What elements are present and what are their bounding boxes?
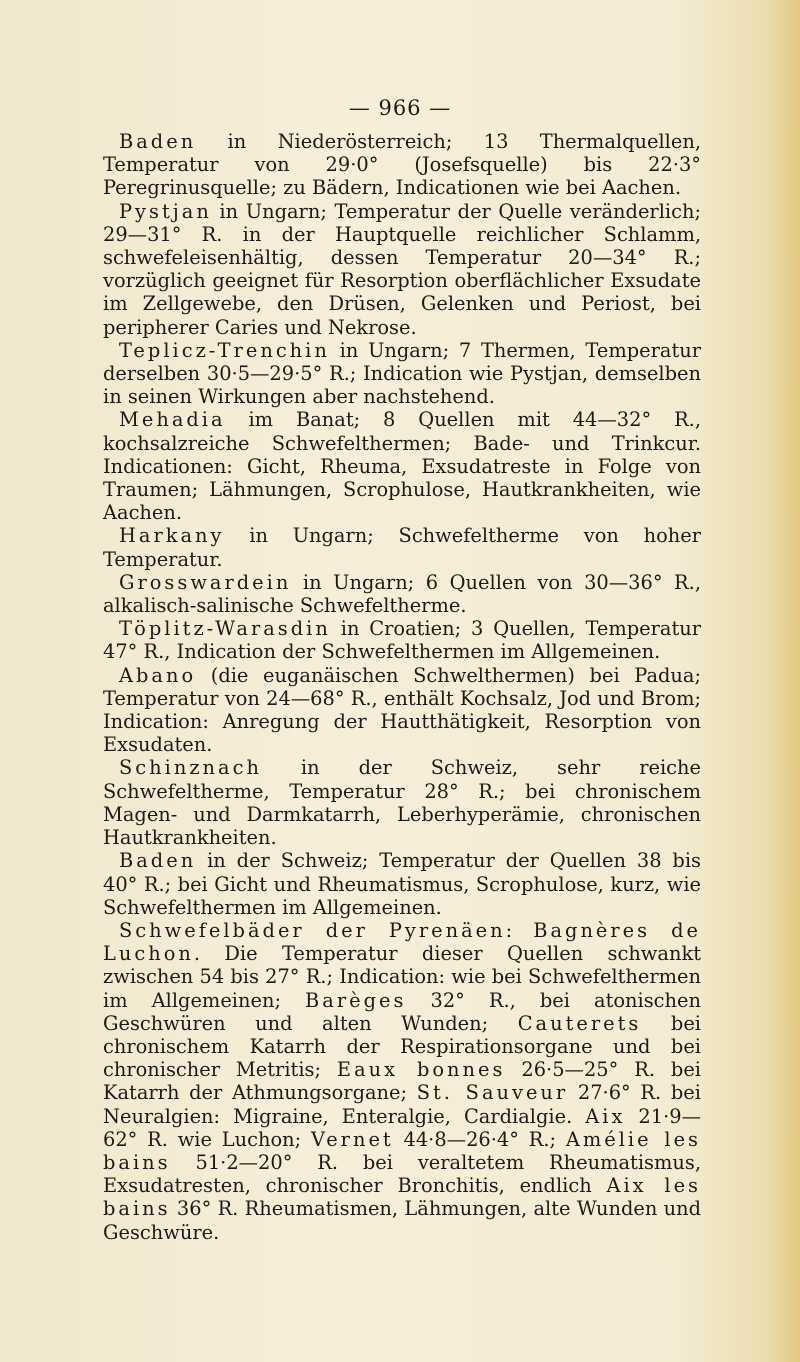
entry-text: in der Schweiz; Temperatur der Quellen 38 bis 40° R.; bei Gicht und Rheumatismus, Scrophulose, kurz, wie Schwefelthermen im Allgemeinen. (103, 849, 701, 919)
entry-text: in Ungarn; 7 Thermen, Temperatur derselben 30·5—29·5° R.; Indication wie Pystjan, demselben in seinen Wirkungen aber nachstehend. (103, 338, 701, 409)
entry-abano (103, 664, 701, 757)
spa-name: Abano (119, 663, 197, 687)
entry-text: in Ungarn; Schwefeltherme von hoher Temperatur. (103, 524, 701, 571)
entry-text: 32° R., bei atonischen Geschwüren und alten Wunden; (103, 988, 701, 1035)
entry-text: in der Schweiz, sehr reiche Schwefeltherme, Temperatur 28° R.; bei chronischem Magen- und Darmkatarrh, Leberhyperämie, chronischen Hautkrankheiten. (103, 756, 701, 850)
entry-text: bei chronischem Katarrh der Respirationsorgane und bei chronischer Metritis; (103, 1011, 701, 1082)
entry-text: 36° R. Rheumatismen, Lähmungen, alte Wunden und Geschwüre. (103, 1197, 701, 1244)
entry-text: 26·5—25° R. bei Katarrh der Athmungsorgane; (103, 1058, 701, 1105)
spa-name: Amélie les bains (103, 1127, 701, 1174)
entry-text: 27·6° R. bei Neuralgien: Migraine, Enteralgie, Cardialgie. (103, 1081, 701, 1128)
entry-text: in Ungarn; 6 Quellen von 30—36° R., alkalisch-salinische Schwefeltherme. (103, 570, 701, 618)
entry-baden-schweiz (103, 849, 701, 919)
spa-name: Cauterets (517, 1011, 642, 1035)
spa-name: Pystjan (119, 199, 212, 223)
section-heading: Schwefelbäder der Pyrenäen: (119, 918, 516, 942)
spa-name: Aix (585, 1104, 626, 1128)
spa-name: Barèges (305, 988, 407, 1012)
spa-name: Aix les bains (103, 1174, 702, 1221)
entry-text: in Croatien; 3 Quellen, Temperatur 47° R., Indication der Schwefelthermen im Allgemeinen. (103, 617, 701, 664)
page-number: — 966 — (348, 96, 452, 120)
spa-name: Töplitz-Warasdin (119, 617, 331, 641)
entry-grosswardein (103, 571, 701, 617)
entry-text: 21·9—62° R. wie Luchon; (103, 1104, 701, 1151)
entry-text: . Die Temperatur dieser Quellen schwankt zwischen 54 bis 27° R.; Indication: wie bei Schwefelthermen im Allgemeinen; (103, 942, 701, 1012)
entry-text: in Niederösterreich; 13 Thermalquellen, Temperatur von 29·0° (Josefsquelle) bis 22·3° Peregrinusquelle; zu Bädern, Indicationen wie bei Aachen. (103, 130, 701, 200)
entry-teplicz-trenchin (103, 339, 701, 409)
spa-name: Mehadia (119, 408, 226, 432)
entry-text: (die euganäischen Schwelthermen) bei Padua; Temperatur von 24—68° R., enthält Kochsalz, Jod und Brom; Indication: Anregung der Hautthätigkeit, Resorption von Exsudaten. (103, 663, 701, 757)
spa-name: Bagnères de Luchon (103, 918, 702, 966)
entry-mehadia (103, 408, 701, 524)
entry-text: 44·8—26·4° R.; (393, 1127, 566, 1151)
spa-name: Eaux bonnes (336, 1058, 506, 1082)
spa-name: Harkany (119, 524, 225, 548)
spa-name: Baden (119, 849, 197, 873)
entry-schinznach (103, 756, 701, 849)
entry-text: in Ungarn; Temperatur der Quelle veränderlich; 29—31° R. in der Hauptquelle reichlicher Schlamm, schwefeleisenhältig, dessen Temperatur 20—34° R.; vorzüglich geeignet für Resorption oberflächlicher Exsudate im Zellgewebe, den Drüsen, Gelenken und Periost, bei peripherer Caries und Nekrose. (103, 199, 701, 339)
spa-name: St. Sauveur (416, 1081, 569, 1105)
entry-baden-niederoesterreich (103, 130, 701, 200)
spa-name: Baden (119, 130, 197, 153)
spa-name: Schinznach (119, 756, 262, 780)
spa-name: Grosswardein (119, 570, 292, 594)
entry-toeplitz-warasdin (103, 617, 701, 663)
entry-pyrenaeen (103, 919, 701, 1244)
entry-pystjan (103, 200, 701, 339)
entry-text: 51·2—20° R. bei veraltetem Rheumatismus, Exsudatresten, chronischer Bronchitis, endlich (103, 1150, 701, 1198)
spa-name: Vernet (310, 1127, 394, 1151)
spa-name: Teplicz-Trenchin (119, 338, 330, 362)
entry-text: im Banat; 8 Quellen mit 44—32° R., kochsalzreiche Schwefelthermen; Bade- und Trinkcur. Indicationen: Gicht, Rheuma, Exsudatreste in Folge von Traumen; Lähmungen, Scrophulose, Hautkrankheiten, wie Aachen. (103, 408, 701, 525)
spa-list (103, 130, 701, 1244)
entry-harkany (103, 524, 701, 570)
